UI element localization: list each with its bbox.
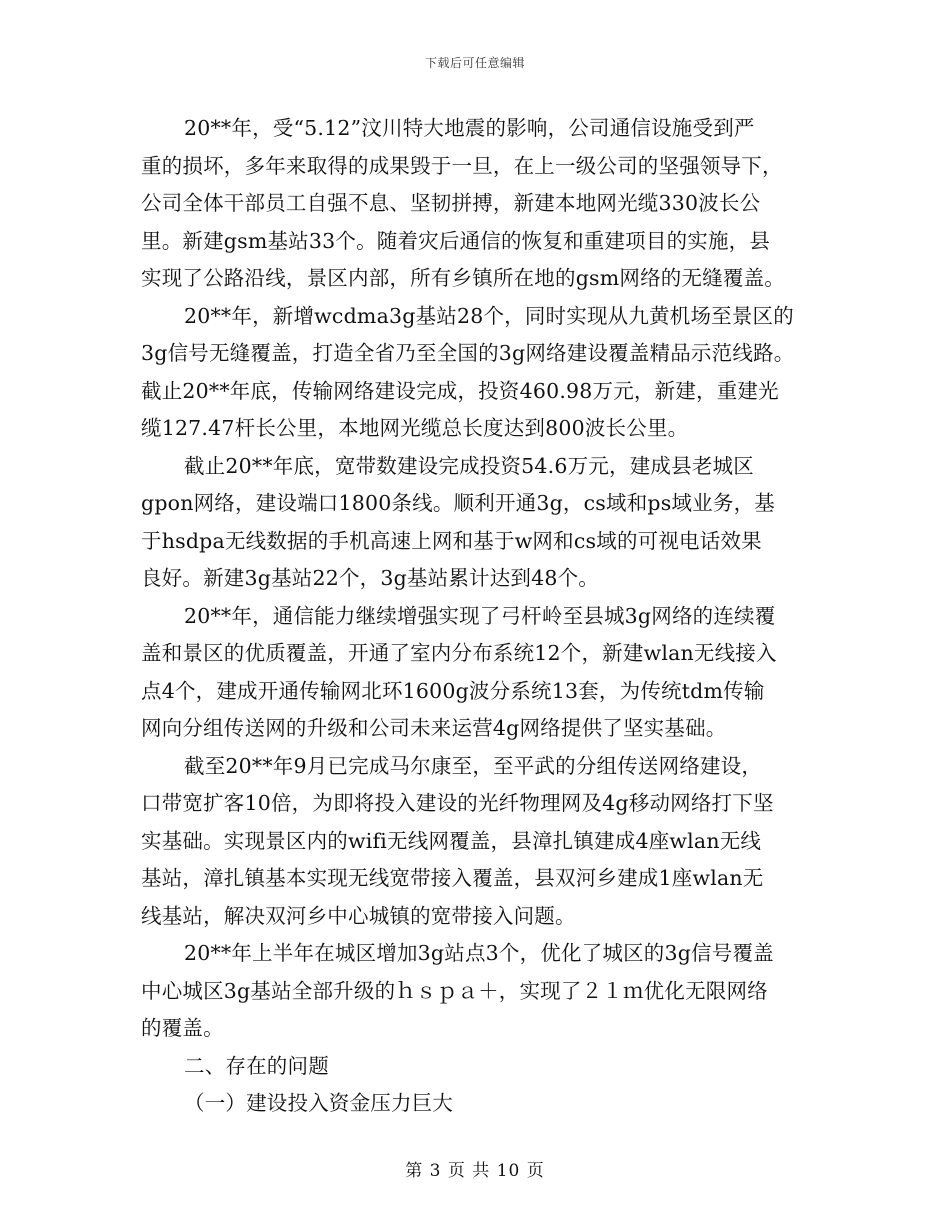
paragraph-6 (141, 935, 821, 1048)
paragraph-1 (141, 110, 821, 298)
subsection-heading: （一）建设投入资金压力巨大 (184, 1091, 454, 1115)
paragraph-3 (141, 448, 821, 598)
subsection-heading-block (141, 1085, 821, 1123)
page-number-footer: 第 3 页 共 10 页 (405, 1161, 545, 1181)
paragraph-4 (141, 598, 821, 748)
document-body (141, 110, 821, 1123)
text-line: 于hsdpa无线数据的手机高速上网和基于w网和cs域的可视电话效果 (141, 528, 762, 553)
text-line: 20**年，新增wcdma3g基站28个，同时实现从九黄机场至景区的 (184, 303, 794, 328)
text-line: 口带宽扩客10倍，为即将投入建设的光纤物理网及4g移动网络打下坚 (141, 791, 774, 815)
text-line: 良好。新建3g基站22个，3g基站累计达到48个。 (141, 566, 600, 590)
text-line: 20**年，通信能力继续增强实现了弓杆岭至县城3g网络的连续覆 (184, 603, 776, 628)
text-line: 截止20**年底，传输网络建设完成，投资460.98万元，新建，重建光 (141, 378, 779, 403)
text-line: 实现了公路沿线，景区内部，所有乡镇所在地的gsm网络的无缝覆盖。 (141, 266, 785, 290)
text-line: 20**年，受“5.12”汶川特大地震的影响，公司通信设施受到严 (184, 116, 755, 140)
text-line: 线基站，解决双河乡中心城镇的宽带接入问题。 (141, 903, 576, 928)
text-line: 重的损坏，多年来取得的成果毁于一旦，在上一级公司的坚强领导下， (141, 153, 783, 178)
text-line: 的覆盖。 (141, 1016, 224, 1040)
text-line: 里。新建gsm基站33个。随着灾后通信的恢复和重建项目的实施，县 (141, 228, 771, 253)
text-line: 中心城区3g基站全部升级的ｈｓｐａ＋，实现了２１ｍ优化无限网络 (141, 978, 768, 1003)
text-line: 盖和景区的优质覆盖，开通了室内分布系统12个，新建wlan无线接入 (141, 641, 777, 665)
text-line: gpon网络，建设端口1800条线。顺利开通3g，cs域和ps域业务，基 (141, 491, 775, 515)
text-line: 实基础。实现景区内的wifi无线网覆盖，县漳扎镇建成4座wlan无线 (141, 828, 762, 853)
section-heading: 二、存在的问题 (184, 1053, 329, 1078)
paragraph-2 (141, 298, 821, 448)
text-line: 点4个，建成开通传输网北环1600g波分系统13套，为传统tdm传输 (141, 678, 765, 703)
text-line: 基站，漳扎镇基本实现无线宽带接入覆盖，县双河乡建成1座wlan无 (141, 866, 764, 890)
text-line: 网向分组传送网的升级和公司未来运营4g网络提供了坚实基础。 (141, 716, 727, 740)
page-header: 下载后可任意编辑 (424, 56, 525, 70)
text-line: 截止20**年底，宽带数建设完成投资54.6万元，建成县老城区 (184, 453, 754, 478)
section-heading-block (141, 1048, 821, 1086)
text-line: 截至20**年9月已完成马尔康至，至平武的分组传送网络建设， (184, 753, 763, 778)
text-line: 公司全体干部员工自强不息、坚韧拼搏，新建本地网光缆330波长公 (141, 191, 761, 215)
paragraph-5 (141, 748, 821, 936)
text-line: 缆127.47杆长公里，本地网光缆总长度达到800波长公里。 (141, 416, 689, 440)
text-line: 3g信号无缝覆盖，打造全省乃至全国的3g网络建设覆盖精品示范线路。 (141, 341, 795, 365)
text-line: 20**年上半年在城区增加3g站点3个，优化了城区的3g信号覆盖 (184, 941, 774, 965)
